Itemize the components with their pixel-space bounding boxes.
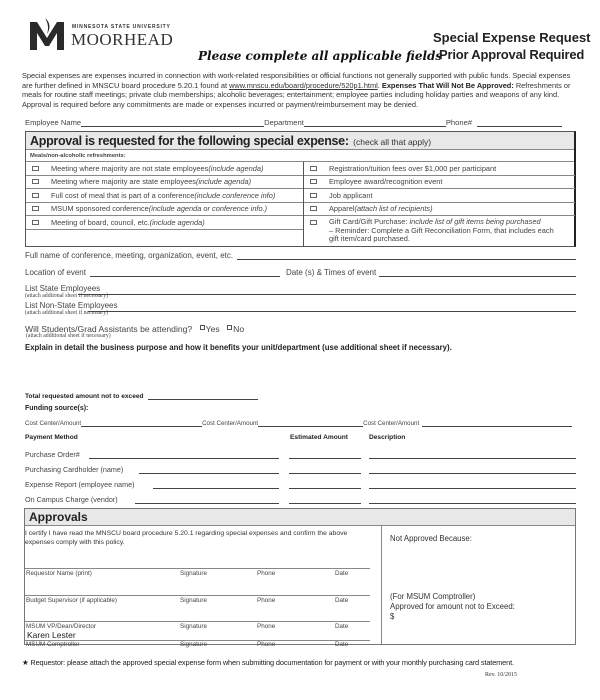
approvals-box [24, 508, 576, 648]
option-note: (include agenda) [149, 217, 205, 227]
cost-center-label: Cost Center/Amount [363, 420, 420, 427]
estimated-amount-field[interactable] [289, 450, 361, 459]
requestor-signature-line[interactable] [25, 568, 370, 569]
event-name-label: Full name of conference, meeting, organization, event, etc. [25, 251, 234, 260]
funding-source-label: Funding source(s): [25, 405, 89, 412]
cost-center-field-3[interactable] [422, 420, 572, 427]
gift-card-option-text [329, 218, 559, 244]
total-amount-field[interactable] [148, 392, 258, 400]
on-campus-charge-field[interactable] [135, 495, 279, 504]
no-checkbox[interactable] [227, 325, 232, 330]
intro-text-rest: Refreshments or meals for routine staff meetings; private club memberships; alcoholic beverages; entertainment; employee parties including holiday parties and weapons of any kind. Approval is required before any commitments are made or expenses incurred or payment/reimbursement may be denied. [22, 80, 571, 109]
event-name-field[interactable] [237, 251, 576, 260]
non-state-employees-note: (attach addtional sheet if necessary) [25, 310, 109, 316]
role-label: Requestor Name (print) [26, 570, 92, 577]
checkbox[interactable] [310, 220, 317, 225]
certification-text: I certify I have read the MNSCU board procedure 5.20.1 regarding special expenses and confirm the above expenses comply with this policy. [25, 530, 348, 546]
option-label: Gift Card/Gift Purchase: [329, 217, 410, 226]
intro-text-punct: . [377, 80, 382, 90]
cost-center-row [25, 418, 576, 427]
signature-label: Signature [180, 570, 207, 577]
star-icon: ★ [22, 658, 29, 667]
state-employees-label: List State Employees [25, 284, 101, 293]
payment-row [25, 494, 576, 504]
budget-supervisor-signature-line[interactable] [25, 595, 370, 596]
checkbox[interactable] [310, 193, 317, 198]
non-state-employees-label: List Non-State Employees [25, 301, 118, 310]
role-label: Budget Supervisor (if applicable) [26, 597, 118, 604]
phone-field[interactable] [477, 118, 562, 127]
cost-center-label: Cost Center/Amount [25, 420, 82, 427]
total-amount-row [25, 390, 258, 400]
budget-supervisor-signature-row [25, 597, 370, 606]
expense-option[interactable] [26, 216, 303, 230]
option-label: Employee award/recognition event [329, 177, 443, 187]
not-approved-heading: Expenses That Will Not Be Approved: [381, 80, 514, 90]
expense-option[interactable] [26, 189, 303, 203]
approval-request-header [26, 132, 574, 150]
payment-method-label: Expense Report (employee name) [25, 480, 135, 489]
employee-info-row [25, 116, 580, 127]
comptroller-approval [390, 592, 515, 622]
option-label: Full cost of meal that is part of a conference [51, 190, 195, 200]
option-note: include list of gift items being purchased [409, 217, 541, 226]
intro-paragraph [22, 71, 578, 109]
vp-signature-line[interactable] [25, 621, 370, 622]
date-label: Date [335, 597, 349, 604]
approval-request-box [25, 131, 576, 247]
meals-label: Meals/non-alcoholic refreshments: [26, 150, 574, 162]
signature-label: Signature [180, 597, 207, 604]
option-label: Job applicant [329, 190, 373, 200]
non-state-employees-row [25, 301, 576, 317]
option-label: MSUM sponsored conference [51, 204, 149, 214]
non-state-employees-field[interactable] [88, 301, 577, 312]
signature-label: Signature [180, 623, 207, 630]
total-amount-label: Total requested amount not to exceed [25, 393, 144, 400]
option-label: Apparel [329, 204, 355, 214]
payment-row [25, 479, 576, 489]
students-note: (attach additional sheet if necessary) [26, 333, 111, 339]
department-label: Department [264, 118, 304, 127]
dates-label: Date (s) & Times of event [285, 268, 377, 277]
footer-note-text: Requestor: please attach the approved special expense form when submitting documentation for payment or with your monthly purchasing card statement. [30, 658, 514, 667]
yes-checkbox[interactable] [200, 325, 205, 330]
option-label: Meeting where majority are state employees [51, 177, 197, 187]
checkbox[interactable] [32, 179, 39, 184]
checkbox[interactable] [32, 166, 39, 171]
location-field[interactable] [90, 268, 280, 277]
department-field[interactable] [304, 118, 446, 127]
state-employees-field[interactable] [78, 284, 576, 295]
comptroller-note: (For MSUM Comptroller) [390, 592, 476, 601]
instruction-text: Please complete all applicable fields [198, 49, 443, 63]
yes-label: Yes [205, 324, 220, 334]
description-field[interactable] [369, 465, 576, 474]
expense-option[interactable] [26, 162, 303, 176]
phone-label: Phone# [445, 118, 473, 127]
logo-m-icon [30, 18, 64, 50]
footer-note [22, 658, 514, 667]
expense-option[interactable] [26, 176, 303, 190]
checkbox[interactable] [310, 179, 317, 184]
checkbox[interactable] [310, 166, 317, 171]
checkbox[interactable] [310, 206, 317, 211]
msum-logo [30, 18, 175, 54]
state-employees-note: (attach addtional sheet if necessary) [25, 293, 109, 299]
option-label: Meeting of board, council, etc. [51, 217, 150, 227]
option-label: Meeting where majority are not state employees [51, 163, 209, 173]
payment-method-label: Purchasing Cardholder (name) [25, 465, 124, 474]
option-label: Registration/tuition fees over $1,000 per participant [329, 163, 497, 173]
estimated-amount-field[interactable] [289, 480, 361, 489]
cardholder-field[interactable] [139, 465, 279, 474]
event-name-row [25, 249, 576, 260]
description-header: Description [369, 434, 406, 441]
approval-request-heading: Approval is requested for the following special expense: [30, 134, 349, 148]
vp-signature-row [25, 623, 370, 632]
description-field[interactable] [369, 495, 576, 504]
comptroller-panel [381, 526, 575, 644]
expense-option[interactable] [304, 203, 575, 217]
cost-center-field-1[interactable] [81, 420, 202, 427]
vp-name-value[interactable]: Karen Lester [27, 630, 76, 640]
state-employees-row [25, 284, 576, 300]
revision-label: Rev. 10/2015 [485, 672, 517, 678]
estimated-amount-field[interactable] [289, 495, 361, 504]
phone-label: Phone [257, 597, 276, 604]
phone-label: Phone [257, 623, 276, 630]
payment-method-label: Purchase Order# [25, 450, 80, 459]
expense-option[interactable] [26, 203, 303, 217]
phone-label: Phone [257, 570, 276, 577]
role-label: MSUM Comptroller [26, 641, 80, 648]
expense-option[interactable] [304, 189, 575, 203]
approvals-heading: Approvals [25, 509, 575, 526]
logo-moorhead-text: MOORHEAD [71, 30, 174, 49]
phone-label: Phone [257, 641, 276, 648]
estimated-amount-field[interactable] [289, 465, 361, 474]
gift-reminder-text: – Reminder: Complete a Gift Reconciliation Form, that includes each gift item/card purchased. [329, 225, 554, 243]
employee-name-field[interactable] [81, 118, 264, 127]
checkbox[interactable] [32, 220, 39, 225]
dates-field[interactable] [379, 268, 576, 277]
event-location-row [25, 266, 576, 277]
form-title: Special Expense Request [433, 30, 591, 45]
checkbox[interactable] [32, 193, 39, 198]
payment-method-label: On Campus Charge (vendor) [25, 495, 118, 504]
approved-amount-row[interactable] [390, 612, 515, 622]
expense-option[interactable] [304, 216, 575, 244]
no-label: No [233, 324, 245, 334]
description-field[interactable] [369, 480, 576, 489]
cost-center-field-2[interactable] [258, 420, 363, 427]
description-field[interactable] [369, 450, 576, 459]
option-note: (include agenda) [208, 163, 264, 173]
checkbox[interactable] [32, 206, 39, 211]
currency-symbol: $ [390, 612, 395, 621]
expense-options-right [304, 162, 575, 246]
logo-university-text: MINNESOTA STATE UNIVERSITY [72, 24, 171, 30]
payment-row [25, 449, 576, 459]
approvals-signatures [25, 526, 381, 648]
expense-option[interactable] [304, 176, 575, 190]
payment-method-header: Payment Method [25, 434, 78, 441]
payment-row [25, 464, 576, 474]
option-note: (attach list of recipients) [354, 204, 433, 214]
signature-label: Signature [180, 641, 207, 648]
business-purpose-field[interactable] [25, 354, 576, 384]
employee-name-label: Employee Name [25, 118, 82, 127]
expense-options-left [26, 162, 304, 246]
form-subtitle: Prior Approval Required [439, 47, 585, 62]
location-label: Location of event [25, 268, 86, 277]
date-label: Date [335, 641, 349, 648]
not-approved-label: Not Approved Because: [390, 534, 472, 543]
comptroller-signature-row [25, 641, 370, 650]
date-label: Date [335, 570, 349, 577]
requestor-signature-row [25, 570, 370, 579]
expense-option[interactable] [304, 162, 575, 176]
expense-report-field[interactable] [153, 480, 279, 489]
purchase-order-field[interactable] [89, 450, 279, 459]
option-note: (include agenda) [196, 177, 252, 187]
check-all-note: (check all that apply) [353, 137, 432, 147]
students-question: Will Students/Grad Assistants be attending? [25, 324, 193, 334]
mnscu-procedure-link[interactable]: www.mnscu.edu/board/procedure/520p1.html [229, 80, 378, 90]
estimated-amount-header: Estimated Amount [290, 434, 349, 441]
intro-text: Special expenses are expenses incurred in connection with work-related responsibilities or official functions not generally supported with public funds. Special expenses are further defined in MNSCU board procedure 5.20.1 found at [22, 71, 571, 90]
date-label: Date [335, 623, 349, 630]
business-purpose-label: Explain in detail the business purpose and how it benefits your unit/department (use additional sheet if necessary). [25, 343, 452, 352]
cost-center-label: Cost Center/Amount [202, 420, 259, 427]
option-note: (include agenda or conference info.) [148, 204, 268, 214]
role-label: MSUM VP/Dean/Director [26, 623, 96, 630]
option-note: (include conference info) [194, 190, 276, 200]
approved-amount-label: Approved for amount not to Exceed: [390, 602, 515, 611]
